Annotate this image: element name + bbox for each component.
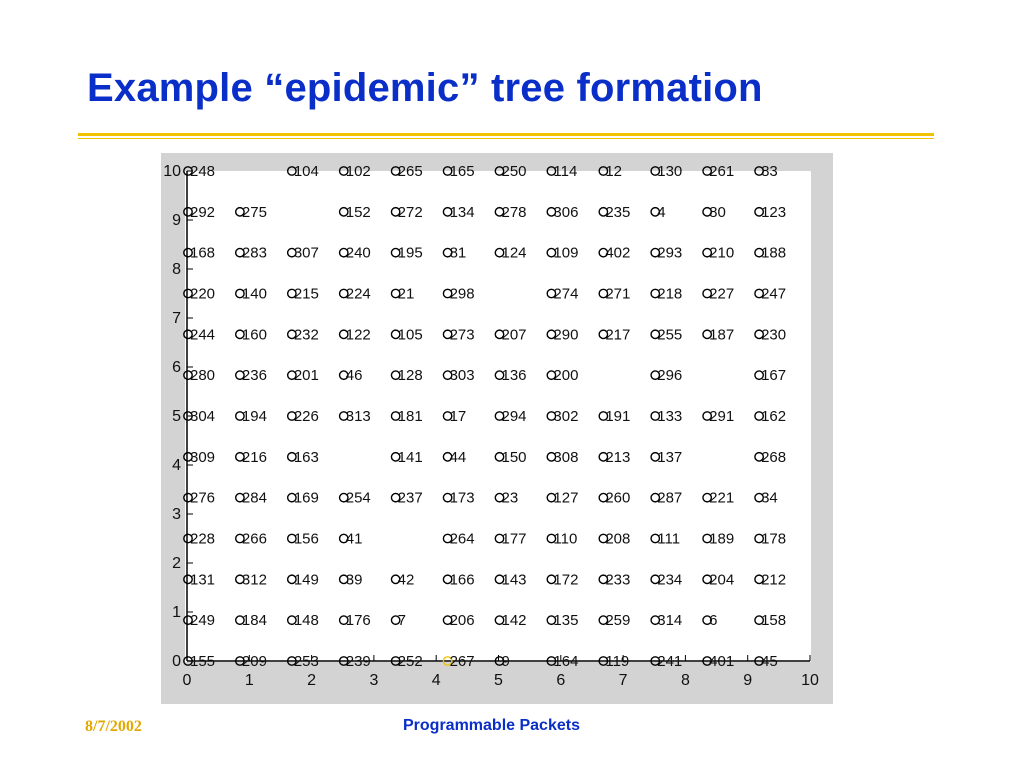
data-point-label: 221 — [709, 489, 735, 507]
data-point-label: 194 — [241, 408, 267, 425]
x-tick-label: 7 — [618, 672, 628, 689]
data-point-label: 272 — [397, 203, 423, 221]
y-tick-label: 6 — [172, 359, 181, 376]
data-point-label: 167 — [761, 367, 787, 385]
data-point-label: 296 — [657, 367, 683, 385]
data-point-label: 165 — [449, 163, 475, 180]
data-point-label: 293 — [657, 244, 683, 262]
data-point-label: 261 — [709, 163, 735, 180]
data-point-label: 184 — [241, 612, 267, 630]
y-tick-label: 10 — [163, 163, 181, 180]
data-point-label: 201 — [293, 367, 319, 385]
data-point-label: 23 — [501, 489, 519, 507]
x-tick-label: 1 — [244, 672, 254, 689]
data-point-label: 283 — [241, 244, 267, 262]
data-point-label: 255 — [657, 326, 683, 344]
x-tick-label: 5 — [494, 672, 503, 689]
data-point-label: 135 — [553, 612, 579, 630]
data-point-label: 265 — [397, 163, 423, 180]
data-point-label: 137 — [657, 448, 683, 466]
data-point-label: 133 — [657, 408, 683, 425]
data-point-label: 274 — [553, 285, 579, 303]
data-point-label: 148 — [293, 612, 319, 630]
data-point-label: 213 — [605, 448, 631, 466]
data-point-label: 287 — [657, 489, 683, 507]
x-tick-label: 9 — [743, 672, 753, 689]
data-point-label: 308 — [553, 448, 579, 466]
x-tick-label: 10 — [801, 672, 819, 689]
data-point-label: 111 — [657, 530, 681, 548]
data-point-label: 249 — [190, 612, 216, 630]
data-point-label: 142 — [501, 612, 527, 630]
data-point-label: 191 — [605, 408, 631, 425]
footer-date: 8/7/2002 — [85, 718, 142, 735]
data-point-label: 241 — [657, 653, 683, 670]
data-point-label: 188 — [761, 244, 787, 262]
data-point-label: 102 — [345, 163, 371, 180]
data-point-label: 128 — [397, 367, 423, 385]
data-point-label: 166 — [449, 571, 475, 589]
data-point-label: 217 — [605, 326, 631, 344]
data-point-label: 226 — [293, 408, 319, 425]
data-point-label: 9 — [501, 653, 510, 670]
data-point-label: 4 — [657, 203, 666, 221]
data-point-label: 127 — [553, 489, 579, 507]
data-point-label: 17 — [449, 408, 467, 425]
data-point-label: 83 — [761, 163, 778, 180]
data-point-label: 41 — [345, 530, 363, 548]
y-tick-label: 7 — [172, 310, 181, 327]
data-point-label: 169 — [293, 489, 319, 507]
data-point-label: 307 — [293, 244, 319, 262]
y-tick-label: 2 — [172, 555, 181, 572]
data-point-label: 189 — [709, 530, 735, 548]
data-point-label: 152 — [345, 203, 371, 221]
y-tick-label: 9 — [172, 212, 181, 229]
data-point-label: 200 — [553, 367, 579, 385]
data-point-label: 34 — [761, 489, 778, 507]
data-point-label: 291 — [709, 408, 735, 425]
data-point-label: 110 — [553, 530, 578, 548]
data-point-label: 280 — [190, 367, 216, 385]
y-tick-label: 8 — [172, 261, 181, 278]
data-point-label: 187 — [709, 326, 735, 344]
data-point-label: 81 — [449, 244, 467, 262]
x-tick-label: 3 — [369, 672, 379, 689]
data-point-label: 150 — [501, 448, 527, 466]
data-point-label: 271 — [605, 285, 631, 303]
x-tick-label: 6 — [556, 672, 566, 689]
data-point-label: 209 — [241, 653, 267, 670]
data-point-label: 181 — [397, 408, 423, 425]
data-point-label: 156 — [293, 530, 319, 548]
data-point-label: 21 — [397, 285, 415, 303]
data-point-label: 45 — [761, 653, 778, 670]
data-point-label: 160 — [241, 326, 267, 344]
data-point-label: 304 — [190, 408, 216, 425]
data-point-label: 230 — [761, 326, 787, 344]
data-point-label: 224 — [345, 285, 371, 303]
data-point-label: 207 — [501, 326, 527, 344]
data-point-label: 264 — [449, 530, 475, 548]
x-tick-label: 8 — [680, 672, 690, 689]
data-point-label: 216 — [241, 448, 267, 466]
data-point-label: 259 — [605, 612, 631, 630]
data-point-label: 42 — [397, 571, 415, 589]
data-point-label: 236 — [241, 367, 267, 385]
data-point-label: 6 — [709, 612, 718, 630]
data-point-label: 204 — [709, 571, 735, 589]
data-point-label: 136 — [501, 367, 527, 385]
data-point-label: 306 — [553, 203, 579, 221]
data-point-label: 232 — [293, 326, 319, 344]
data-point-label: 252 — [397, 653, 423, 670]
data-point-label: 268 — [761, 448, 787, 466]
data-point-label: 298 — [449, 285, 475, 303]
data-point-label: 276 — [190, 489, 216, 507]
data-point-label: 233 — [605, 571, 631, 589]
data-point-label: 44 — [449, 448, 467, 466]
data-point-label: 130 — [657, 163, 683, 180]
data-point-label: 212 — [761, 571, 787, 589]
data-point-label: 123 — [761, 203, 787, 221]
data-point-label: 210 — [709, 244, 735, 262]
data-point-label: 302 — [553, 408, 579, 425]
data-point-label: 46 — [345, 367, 363, 385]
data-point-label: 158 — [761, 612, 787, 630]
y-tick-label: 3 — [172, 506, 181, 523]
data-point-label: 290 — [553, 326, 579, 344]
data-point-label: 104 — [293, 163, 319, 180]
data-point-label: 176 — [345, 612, 371, 630]
data-point-label: 312 — [241, 571, 267, 589]
data-point-label: 215 — [293, 285, 319, 303]
data-point-label: 228 — [190, 530, 216, 548]
x-tick-label: 2 — [307, 672, 317, 689]
data-point-label: 122 — [345, 326, 371, 344]
data-point-label: 178 — [761, 530, 787, 548]
data-point-label: 284 — [241, 489, 267, 507]
data-point-label: 247 — [761, 285, 787, 303]
data-point-label: 260 — [605, 489, 631, 507]
data-point-label: 195 — [397, 244, 423, 262]
data-point-label: 140 — [241, 285, 267, 303]
data-point-label: 240 — [345, 244, 371, 262]
data-point-label: 303 — [449, 367, 475, 385]
data-point-label: 250 — [501, 163, 527, 180]
data-point-label: 313 — [345, 408, 371, 425]
data-point-label: 267 — [449, 653, 475, 670]
slide-title: Example “epidemic” tree formation — [87, 66, 763, 110]
data-point-label: 275 — [241, 203, 267, 221]
data-point-label: 12 — [605, 163, 623, 180]
data-point-label: 294 — [501, 408, 527, 425]
data-point-label: 218 — [657, 285, 683, 303]
data-point-label: 227 — [709, 285, 735, 303]
data-point-label: 39 — [345, 571, 363, 589]
data-point-label: 141 — [397, 448, 423, 466]
data-point-label: 149 — [293, 571, 319, 589]
data-point-label: 168 — [190, 244, 216, 262]
y-tick-label: 4 — [172, 457, 181, 474]
data-point-label: 164 — [553, 653, 579, 670]
y-tick-label: 0 — [172, 653, 181, 670]
data-point-label: 314 — [657, 612, 683, 630]
x-tick-label: 4 — [431, 672, 441, 689]
data-point-label: 237 — [397, 489, 423, 507]
data-point-label: 234 — [657, 571, 683, 589]
data-point-label: 114 — [553, 163, 578, 180]
data-point-label: 248 — [190, 163, 216, 180]
data-point-label: 273 — [449, 326, 475, 344]
data-point-label: 143 — [501, 571, 527, 589]
data-point-label: 162 — [761, 408, 787, 425]
footer-title: Programmable Packets — [403, 717, 580, 734]
data-point-label: 163 — [293, 448, 319, 466]
data-point-label: 177 — [501, 530, 527, 548]
data-point-label: 206 — [449, 612, 475, 630]
data-point-label: 80 — [709, 203, 726, 221]
data-point-label: 109 — [553, 244, 579, 262]
data-point-label: 309 — [190, 448, 216, 466]
y-tick-label: 5 — [172, 408, 181, 425]
data-point-label: 235 — [605, 203, 631, 221]
data-point-label: 134 — [449, 203, 475, 221]
data-point-label: 244 — [190, 326, 216, 344]
data-point-label: 105 — [397, 326, 423, 344]
data-point-label: 172 — [553, 571, 579, 589]
data-point-label: 266 — [241, 530, 267, 548]
data-point-label: 278 — [501, 203, 527, 221]
data-point-label: 208 — [605, 530, 631, 548]
data-point-label: 155 — [190, 653, 216, 670]
data-point-label: 253 — [293, 653, 319, 670]
data-point-label: 254 — [345, 489, 371, 507]
y-tick-label: 1 — [172, 604, 181, 621]
data-point-label: 173 — [449, 489, 475, 507]
data-point-label: 131 — [190, 571, 216, 589]
data-point-label: 401 — [709, 653, 735, 670]
data-point-label: 402 — [605, 244, 631, 262]
data-point-label: 239 — [345, 653, 371, 670]
x-tick-label: 0 — [182, 672, 192, 689]
data-point-label: 220 — [190, 285, 216, 303]
data-point-label: 7 — [397, 612, 406, 630]
data-point-label: 119 — [605, 653, 630, 670]
data-point-label: 124 — [501, 244, 527, 262]
data-point-label: 292 — [190, 203, 216, 221]
